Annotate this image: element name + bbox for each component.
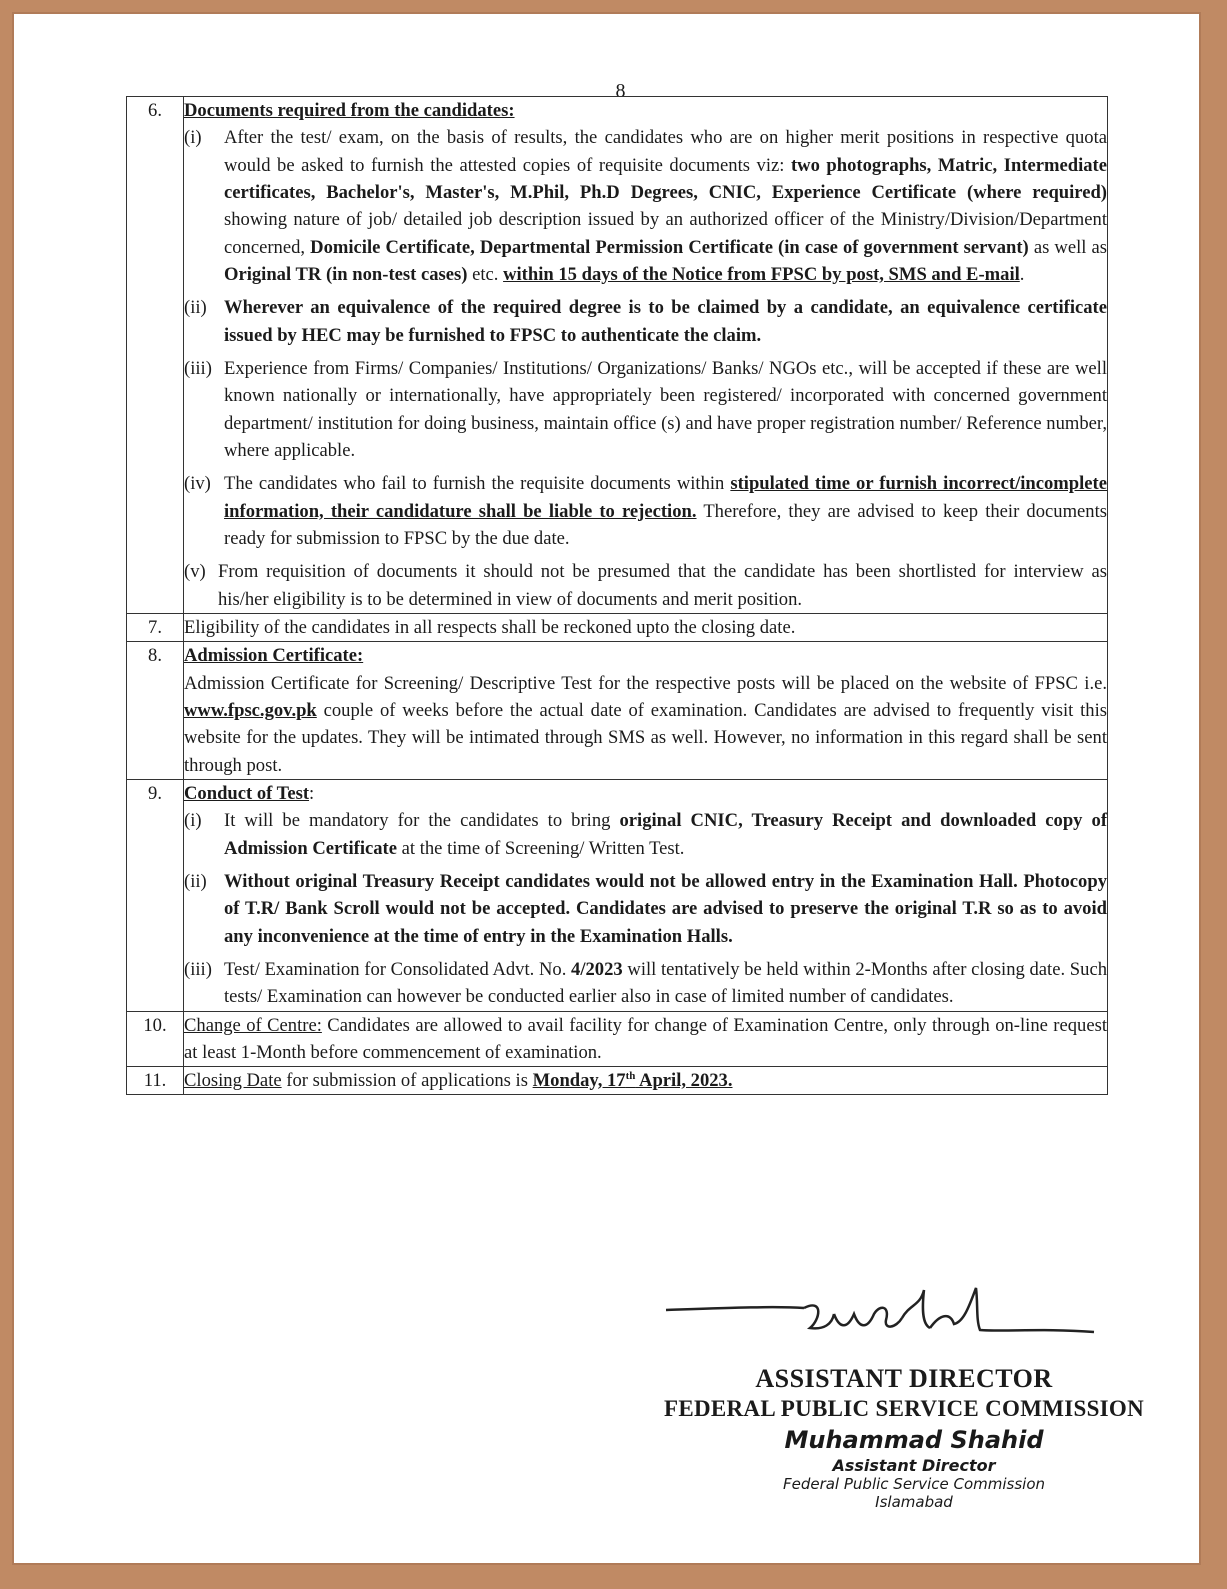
- list-item: [184, 868, 1107, 950]
- instructions-table: [126, 96, 1108, 1095]
- section-7-content: Eligibility of the candidates in all respects shall be reckoned upto the closing date.: [184, 613, 1108, 641]
- fpsc-website-link[interactable]: www.fpsc.gov.pk: [184, 699, 317, 721]
- item-text: From requisition of documents it should not be presumed that the candidate has been shortlisted for interview as his/her eligibility is to be determined in view of documents and merit position.: [218, 561, 1107, 610]
- list-item: [184, 355, 1107, 464]
- section-7-row: [127, 613, 1108, 641]
- item-label: (i): [184, 127, 202, 149]
- section-6-heading: Documents required from the candidates:: [184, 100, 515, 121]
- section-10-row: [127, 1011, 1108, 1067]
- section-number: 9.: [127, 779, 184, 1011]
- closing-date: Monday, 17th April, 2023.: [532, 1069, 733, 1092]
- stamp-name: Muhammad Shahid: [784, 1426, 1044, 1454]
- section-9-content: [184, 779, 1108, 1011]
- section-8-content: [184, 642, 1108, 780]
- section-6-content: [184, 97, 1108, 614]
- designation-organization: FEDERAL PUBLIC SERVICE COMMISSION: [663, 1396, 1145, 1421]
- section-6-row: [127, 97, 1108, 614]
- section-11-content: Closing Date for submission of applications is Monday, 17th April, 2023.: [184, 1067, 1108, 1095]
- section-number: 7.: [127, 613, 184, 641]
- designation-title: ASSISTANT DIRECTOR: [755, 1364, 1053, 1393]
- list-item: [184, 807, 1107, 862]
- item-text: Experience from Firms/ Companies/ Institutions/ Organizations/ Banks/ NGOs etc., will be accepted if these are well known nationally or internationally, have appropriately been registered/ incorporated with concerned government department/ institution for doing business, maintain office (s) and have proper registration number/ Reference number, where applicable.: [224, 357, 1107, 461]
- item-text: Wherever an equivalence of the required degree is to be claimed by a candidate, an equivalence certificate issued by HEC may be furnished to FPSC to authenticate the claim.: [224, 297, 1107, 346]
- item-label: (iii): [184, 958, 212, 980]
- item-text: It will be mandatory for the candidates to bring original CNIC, Treasury Receipt and downloaded copy of Admission Certificate at the time of Screening/ Written Test.: [224, 810, 1108, 859]
- list-item: [184, 124, 1107, 288]
- item-text: Test/ Examination for Consolidated Advt. No. 4/2023 will tentatively be held within 2-Months after closing date. Such tests/ Examination can however be conducted earlier also in case of limited number of candidates.: [224, 958, 1107, 1008]
- section-number: 6.: [127, 97, 184, 614]
- list-item: [184, 956, 1107, 1011]
- section-11-row: [127, 1067, 1108, 1095]
- section-9-row: [127, 779, 1108, 1011]
- official-stamp: [754, 1426, 1074, 1511]
- list-item: [184, 294, 1107, 349]
- list-item: [184, 470, 1107, 552]
- page-number: 8: [615, 80, 626, 102]
- item-text: Without original Treasury Receipt candidates would not be allowed entry in the Examination Hall. Photocopy of T.R/ Bank Scroll would not be accepted. Candidates are advised to preserve the original T.R so as to avoid any inconvenience at the time of entry in the Examination Halls.: [224, 870, 1107, 947]
- item-label: (ii): [184, 297, 207, 319]
- section-number: 10.: [127, 1011, 184, 1067]
- section-9-heading: Conduct of Test:: [184, 782, 315, 804]
- item-label: (v): [184, 561, 206, 583]
- list-item: [184, 558, 1107, 613]
- item-label: (iv): [184, 473, 211, 495]
- section-number: 8.: [127, 642, 184, 780]
- section-number: 11.: [127, 1067, 184, 1095]
- section-10-heading: Change of Centre:: [184, 1014, 322, 1036]
- section-8-row: [127, 642, 1108, 780]
- item-text: After the test/ exam, on the basis of results, the candidates who are on higher merit positions in respective quota would be asked to furnish the attested copies of requisite documents viz: two photographs, Matric, Intermediate certificates, Bachelor's, Master's, M.Phil, Ph.D Degrees, CNIC, Experience Certificate (where required) showing nature of job/ detailed job description issued by an authorized officer of the Ministry/Division/Department concerned, Domicile Certificate, Departmental Permission Certificate (in case of government servant) as well as Original TR (in non-test cases) etc. within 15 days of the Notice from FPSC by post, SMS and E-mail.: [224, 127, 1108, 285]
- item-text: The candidates who fail to furnish the requisite documents within stipulated time or furnish incorrect/incomplete information, their candidature shall be liable to rejection. Therefore, they are advised to keep their documents ready for submission to FPSC by the due date.: [224, 473, 1107, 549]
- stamp-organization: Federal Public Service Commission: [782, 1475, 1046, 1493]
- item-label: (ii): [184, 870, 207, 892]
- handwritten-signature: [664, 1284, 1104, 1364]
- section-8-text: Admission Certificate for Screening/ Descriptive Test for the respective posts will be placed on the website of FPSC i.e. www.fpsc.gov.pk couple of weeks before the actual date of examination. Candidates are advised to frequently visit this website for the updates. They will be intimated through SMS as well. However, no information in this regard shall be sent through post.: [184, 672, 1107, 776]
- item-label: (i): [184, 810, 202, 832]
- stamp-city: Islamabad: [875, 1493, 953, 1511]
- section-10-content: Change of Centre: Candidates are allowed to avail facility for change of Examination Centre, only through on-line request at least 1-Month before commencement of examination.: [184, 1011, 1108, 1067]
- item-label: (iii): [184, 357, 212, 379]
- document-page: [12, 12, 1201, 1565]
- section-8-heading: Admission Certificate:: [184, 645, 364, 667]
- section-11-heading: Closing Date: [184, 1070, 282, 1092]
- stamp-post: Assistant Director: [832, 1456, 996, 1475]
